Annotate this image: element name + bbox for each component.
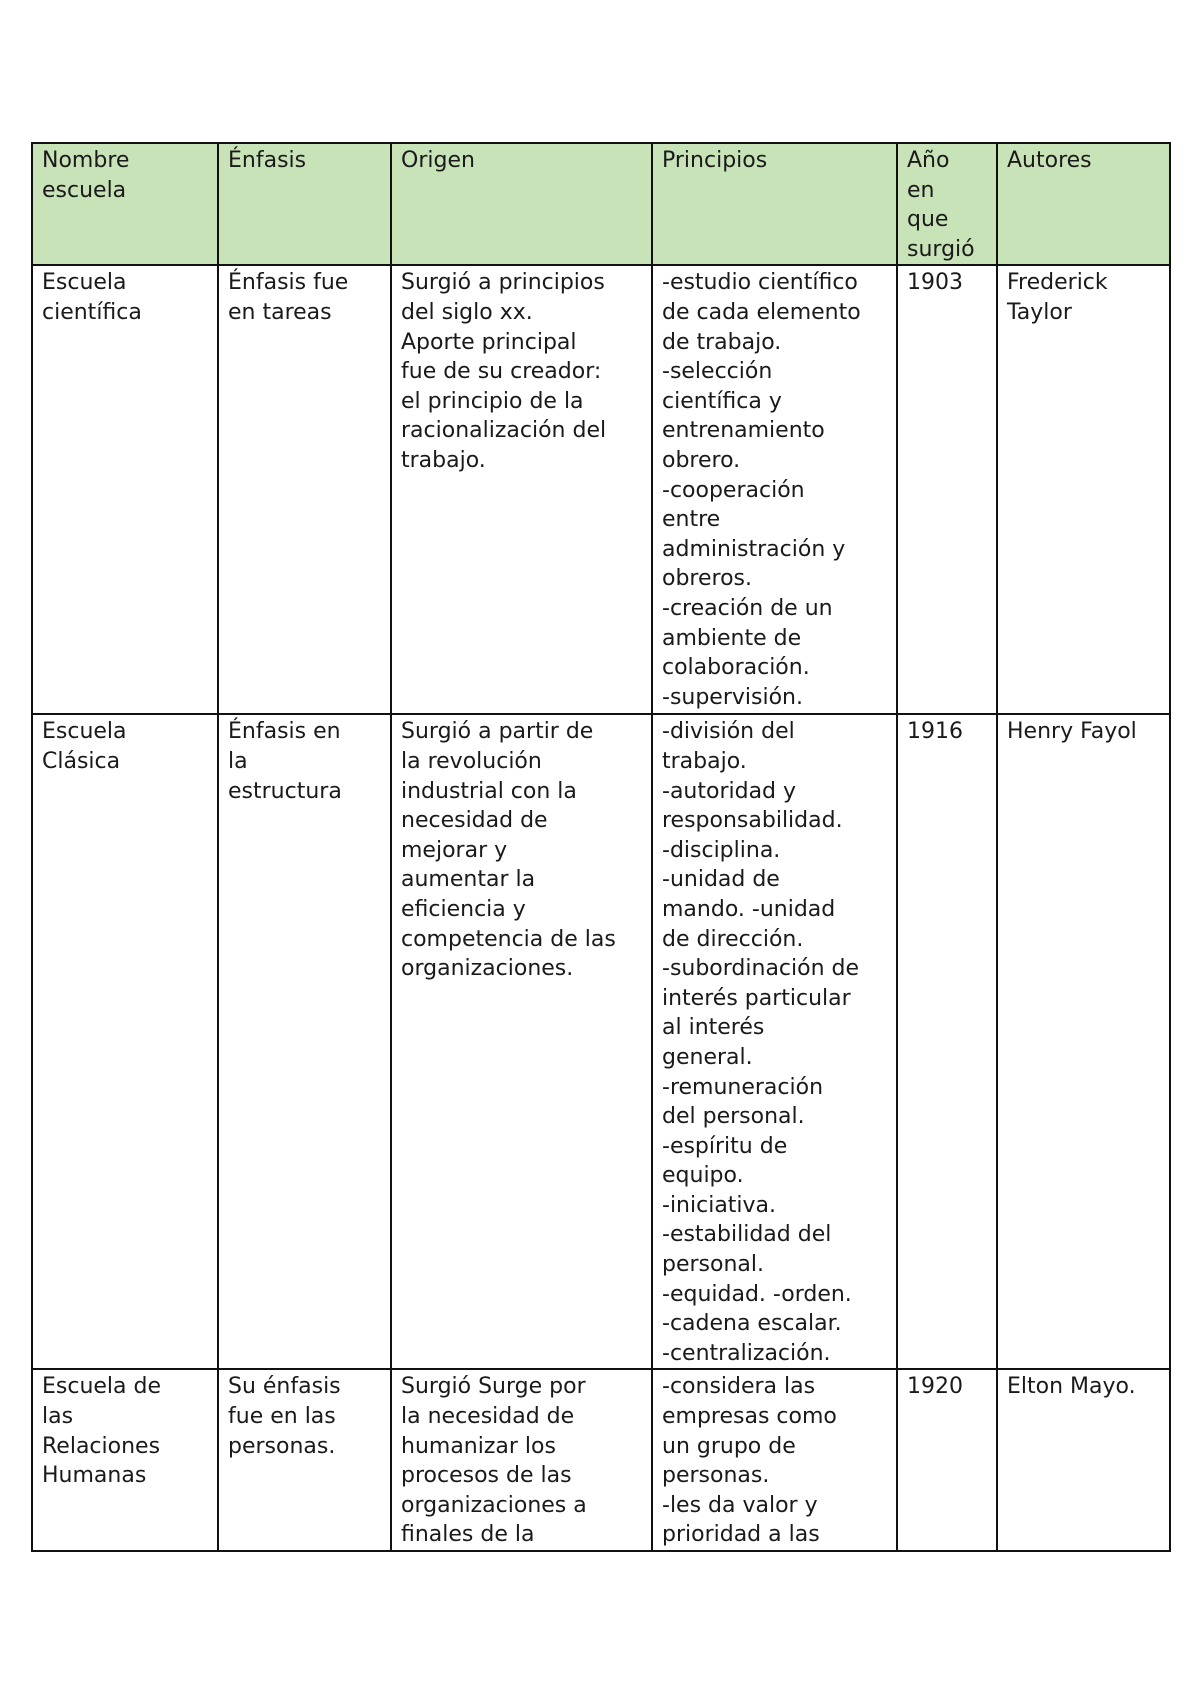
table-header	[32, 143, 1170, 265]
table-row	[32, 265, 1170, 714]
cell-principios: -estudio científico de cada elemento de trabajo. -selección científica y entrenamiento obrero. -cooperación entre administración y obreros. -creación de un ambiente de colaboración. -supervisión.	[652, 265, 897, 714]
cell-enfasis: Énfasis fue en tareas	[218, 265, 391, 714]
header-enfasis: Énfasis	[218, 143, 391, 265]
cell-autores: Frederick Taylor	[997, 265, 1170, 714]
header-origen: Origen	[391, 143, 652, 265]
cell-principios: -división del trabajo. -autoridad y responsabilidad. -disciplina. -unidad de mando. -unidad de dirección. -subordinación de interés particular al interés general. -remuneración del personal. -espíritu de equipo. -iniciativa. -estabilidad del personal. -equidad. -orden. -cadena escalar. -centralización.	[652, 714, 897, 1369]
cell-ano: 1903	[897, 265, 997, 714]
cell-nombre: Escuela Clásica	[32, 714, 218, 1369]
cell-enfasis: Énfasis en la estructura	[218, 714, 391, 1369]
cell-nombre: Escuela de las Relaciones Humanas	[32, 1369, 218, 1551]
header-row	[32, 143, 1170, 265]
cell-ano: 1920	[897, 1369, 997, 1551]
cell-enfasis: Su énfasis fue en las personas.	[218, 1369, 391, 1551]
table-row	[32, 1369, 1170, 1551]
header-nombre-escuela: Nombre escuela	[32, 143, 218, 265]
cell-origen: Surgió Surge por la necesidad de humanizar los procesos de las organizaciones a finales de la	[391, 1369, 652, 1551]
cell-nombre: Escuela científica	[32, 265, 218, 714]
cell-autores: Elton Mayo.	[997, 1369, 1170, 1551]
table-body	[32, 265, 1170, 1551]
cell-autores: Henry Fayol	[997, 714, 1170, 1369]
header-ano: Año en que surgió	[897, 143, 997, 265]
cell-origen: Surgió a principios del siglo xx. Aporte principal fue de su creador: el principio de la racionalización del trabajo.	[391, 265, 652, 714]
cell-origen: Surgió a partir de la revolución industrial con la necesidad de mejorar y aumentar la eficiencia y competencia de las organizaciones.	[391, 714, 652, 1369]
cell-ano: 1916	[897, 714, 997, 1369]
table-row	[32, 714, 1170, 1369]
header-principios: Principios	[652, 143, 897, 265]
header-autores: Autores	[997, 143, 1170, 265]
cell-principios: -considera las empresas como un grupo de personas. -les da valor y prioridad a las	[652, 1369, 897, 1551]
schools-table	[31, 142, 1171, 1552]
